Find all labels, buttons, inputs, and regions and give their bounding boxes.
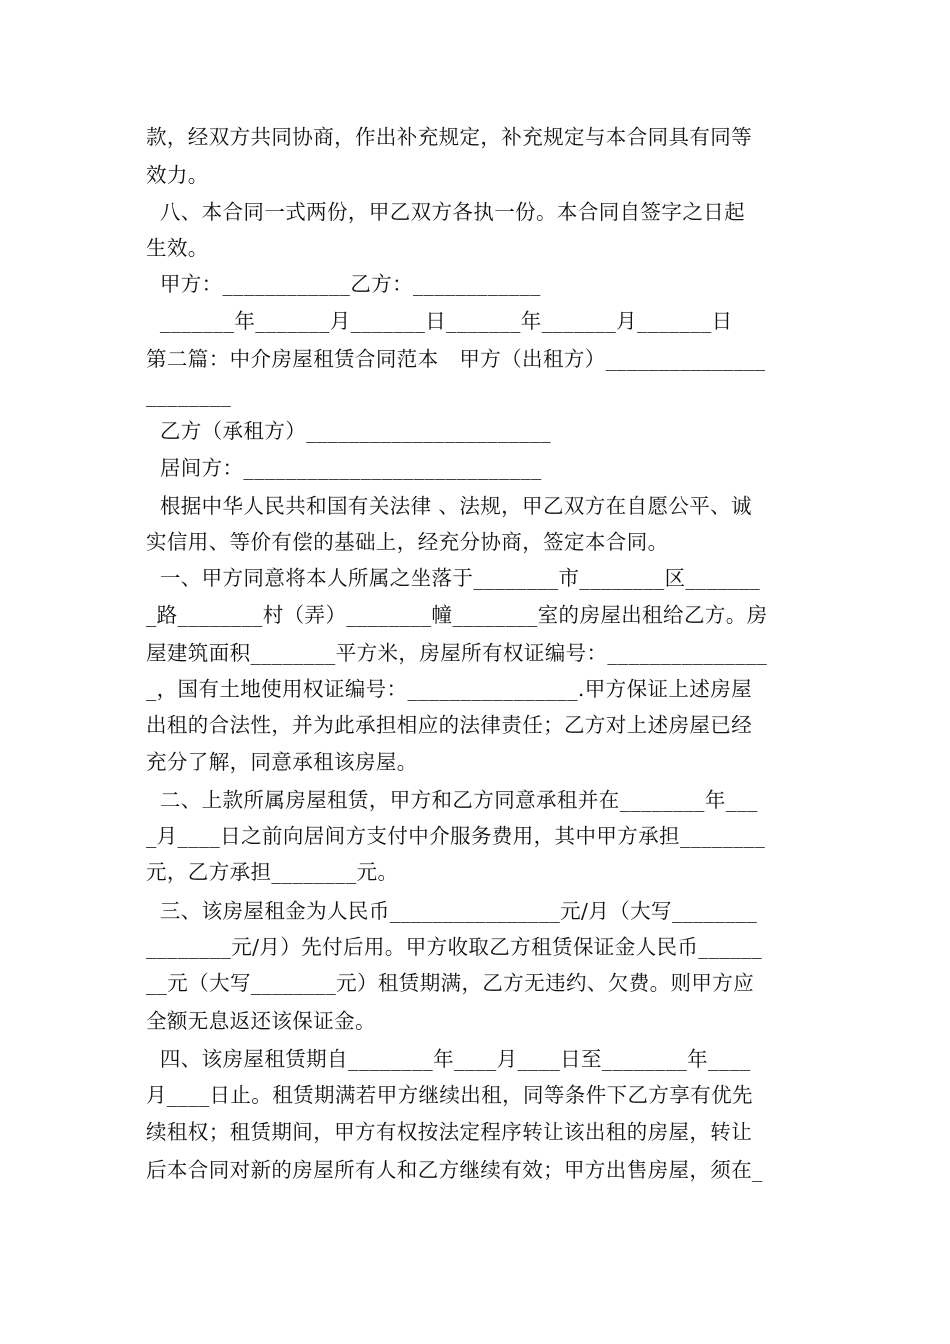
text-line: 四、该房屋租赁期自________年____月____日至________年____ xyxy=(146,1047,751,1071)
text-line: 屋建筑面积________平方米，房屋所有权证编号：_______________ xyxy=(146,641,768,665)
text-line: 款，经双方共同协商，作出补充规定，补充规定与本合同具有同等 xyxy=(146,125,753,149)
text-line: 甲方：____________乙方：____________ xyxy=(146,272,541,296)
text-line: 实信用、等价有偿的基础上，经充分协商，签定本合同。 xyxy=(146,530,669,554)
text-line: 根据中华人民共和国有关法律 、法规，甲乙双方在自愿公平、诚 xyxy=(146,494,752,518)
text-line: 充分了解，同意承租该房屋。 xyxy=(146,750,418,774)
text-line: ________元/月）先付后用。甲方收取乙方租赁保证金人民币______ xyxy=(146,935,763,959)
text-line: 出租的合法性，并为此承担相应的法律责任；乙方对上述房屋已经 xyxy=(146,713,753,737)
text-line: 续租权；租赁期间，甲方有权按法定程序转让该出租的房屋，转让 xyxy=(146,1120,753,1144)
text-line: 元，乙方承担________元。 xyxy=(146,860,399,884)
text-line: __元（大写________元）租赁期满，乙方无违约、欠费。则甲方应 xyxy=(146,971,755,995)
text-line: 居间方：____________________________ xyxy=(146,456,542,480)
text-line: _______年_______月_______日_______年_______月_______日 xyxy=(146,309,733,333)
text-line: 生效。 xyxy=(146,236,209,260)
text-line: _路________村（弄）________幢________室的房屋出租给乙方。房 xyxy=(146,603,768,627)
text-line: 一、甲方同意将本人所属之坐落于________市________区_______ xyxy=(146,566,761,590)
text-line: 二、上款所属房屋租赁，甲方和乙方同意承租并在________年___ xyxy=(146,788,758,812)
text-line: 三、该房屋租金为人民币________________元/月（大写________ xyxy=(146,899,758,923)
text-line: 后本合同对新的房屋所有人和乙方继续有效；甲方出售房屋，须在_ xyxy=(146,1158,763,1182)
text-line: 全额无息返还该保证金。 xyxy=(146,1009,376,1033)
text-line: 效力。 xyxy=(146,163,209,187)
text-line: _，国有土地使用权证编号：________________.甲方保证上述房屋 xyxy=(146,677,752,701)
text-line: _月____日之前向居间方支付中介服务费用，其中甲方承担________ xyxy=(146,824,766,848)
text-line: 月____日止。租赁期满若甲方继续出租，同等条件下乙方享有优先 xyxy=(146,1083,753,1107)
text-line: 乙方（承租方）_______________________ xyxy=(146,419,552,443)
text-line: 第二篇：中介房屋租赁合同范本 甲方（出租方）_______________ xyxy=(146,347,766,371)
text-line: ________ xyxy=(146,383,232,407)
text-line: 八、本合同一式两份，甲乙双方各执一份。本合同自签字之日起 xyxy=(146,200,746,224)
